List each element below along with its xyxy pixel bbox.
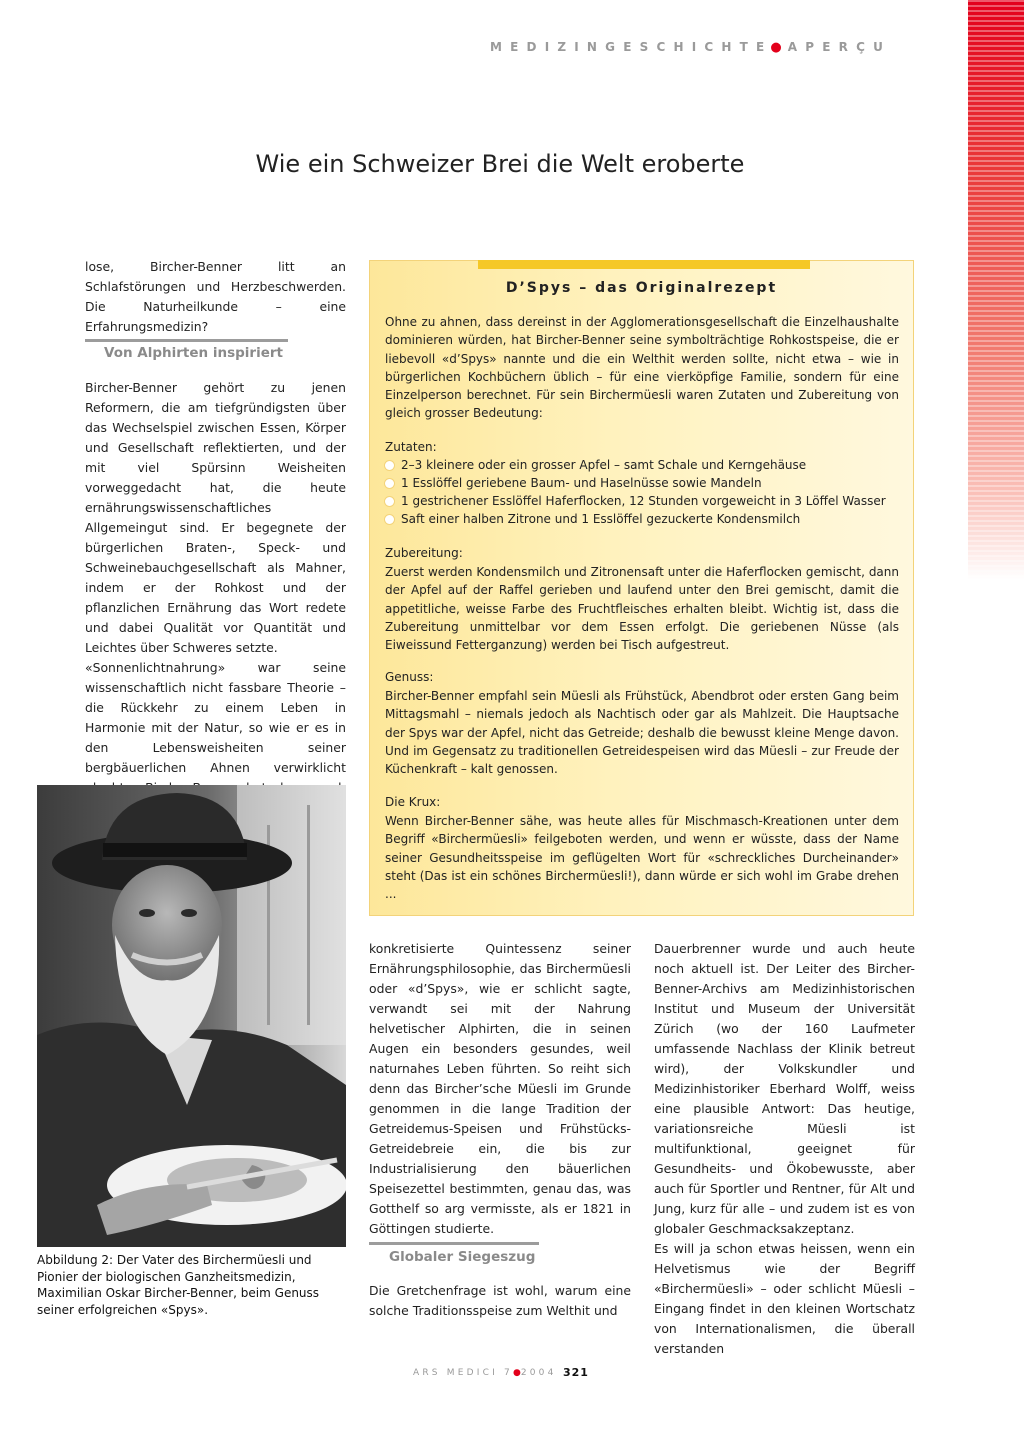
- paragraph: Die Gretchenfrage ist wohl, warum eine solche Traditionsspeise zum Welthit und: [369, 1283, 631, 1318]
- paragraph: Es will ja schon etwas heissen, wenn ein Helvetismus wie der Begriff «Birchermüesli» – oder schlicht Müesli – Eingang findet in den kleinen Wortschatz von Internationalismen, die überall verstanden: [654, 1241, 915, 1356]
- subhead-alphirten: Von Alphirten inspiriert: [104, 345, 283, 361]
- ingredient-item: Saft einer halben Zitrone und 1 Esslöffel gezuckerte Kondensmilch: [385, 512, 800, 526]
- krux-text: Wenn Bircher-Benner sähe, was heute alles für Mischmasch-Kreationen unter dem Begriff «Birchermüesli» feilgeboten werden, und wenn er wüsste, dass der Name seiner Gesundheitsspeise im geflügelten Wort für «schreckliches Durcheinander» steht (Das ist ein schönes Birchermüesli!), dann würde er sich wohl im Grabe drehen ...: [385, 814, 899, 902]
- zubereitung-label: Zubereitung:: [385, 546, 463, 560]
- paragraph: «Sonnenlichtnahrung» war seine wissenschaftlich nicht fassbare Theorie – die Rückkehr zu einem Leben in Harmonie mit der Natur, so wie er es in den Lebensweisheiten seiner bergbäuerlichen Ahnen verwirklicht: [85, 660, 346, 775]
- footer-year: 2004: [520, 1368, 557, 1378]
- ingredient-item: 1 gestrichener Esslöffel Haferflocken, 12 Stunden vorgeweicht in 3 Löffel Wasser: [385, 494, 886, 508]
- photo-caption: Abbildung 2: Der Vater des Birchermüesli und Pionier der biologischen Ganzheitsmedizin, Maximilian Oskar Bircher-Benner, beim Genuss seiner erfolgreichen «Spys».: [37, 1253, 320, 1317]
- portrait-photo: [37, 785, 346, 1247]
- genuss-label: Genuss:: [385, 670, 434, 684]
- subhead-rule: [85, 339, 288, 342]
- bullet-icon: [385, 515, 394, 524]
- footer-journal: ARS MEDICI 7: [413, 1368, 513, 1378]
- column-1: [85, 257, 346, 337]
- zubereitung-text: Zuerst werden Kondensmilch und Zitronensaft unter die Haferflocken gemischt, dann der Apfel auf der Raffel gerieben und laufend unter den Brei gemischt, damit die appetitliche, weisse Farbe des Fruchtfleisches erhalten bleibt. Wichtig ist, dass die Zubereitung unmittelbar vor dem Essen erfolgt. Die geriebenen Nüsse (als Eiweissund Fetterganzung) werden bei Tisch aufgestreut.: [385, 565, 899, 653]
- paragraph: konkretisierte Quintessenz seiner Ernährungsphilosophie, das Birchermüesli oder «d’Spys», wie er schlicht sagte, verwandt sei mit der Nahrung helvetischer Alphirten, die in seinen Augen ein besonders gesundes, weil naturnahes Leben führten. So reiht sich denn das Bircher’sche Müesli im Grunde genommen in die lange Tradition der Getreidemus-Speisen und Frühstücks-Getreidebreie ein, die bis zur Industrialisierung den bäuerlichen Speisezettel bestimmten, genau das, was Gotthelf so arg vermisste, als er 1821 in Göttingen studierte.: [369, 941, 631, 1236]
- column-1-body: [85, 378, 346, 818]
- recipe-title: D’Spys – das Originalrezept: [505, 280, 778, 296]
- bullet-icon: [385, 461, 394, 470]
- genuss-text: Bircher-Benner empfahl sein Müesli als Frühstück, Abendbrot oder ersten Gang beim Mittagsmahl – niemals jedoch als Nachtisch oder gar als Mahlzeit. Die Hauptsache der Spys war der Apfel, nicht das Getreide; deshalb die bewusst kleine Menge davon. Und im Gegensatz zu traditionellen Getreidespeisen wird das Müesli – zur Freude der Küchenkraft – kalt genossen.: [385, 689, 899, 777]
- bullet-icon: [385, 479, 394, 488]
- edge-color-stripe: [968, 0, 1024, 580]
- article-title: Wie ein Schweizer Brei die Welt eroberte: [255, 150, 745, 178]
- intro-paragraph: lose, Bircher-Benner litt an Schlafstörungen und Herzbeschwerden. Die Naturheilkunde – eine Erfahrungsmedizin?: [85, 259, 346, 334]
- paragraph: Bircher-Benner gehört zu jenen Reformern, die am tiefgründigsten über das Wechselspiel zwischen Essen, Körper und Gesellschaft reflektierten, und der mit viel Spürsinn Weisheiten vorweggedacht hat, die heute ernährungswissenschaftliches Allgemeingut sind. Er begegnete der bürgerlichen Braten-, Speck- und Schweinebauchgesellschaft als Mahner, indem er der Rohkost und der pflanzlichen Ernährung das Wort redete und dabei Qualität vor Quantität und Leichtes über Schweres setzte.: [85, 380, 346, 655]
- ingredient-item: 1 Esslöffel geriebene Baum- und Haselnüsse sowie Mandeln: [385, 476, 762, 490]
- page-number: 321: [563, 1366, 589, 1379]
- header-subsection: APERÇU: [787, 40, 892, 54]
- subhead-siegeszug: Globaler Siegeszug: [389, 1249, 536, 1265]
- subhead-rule: [369, 1242, 539, 1245]
- bullet-icon: [385, 497, 394, 506]
- page-footer: [413, 1368, 557, 1378]
- column-2: [369, 939, 631, 1239]
- paragraph: Dauerbrenner wurde und auch heute noch aktuell ist. Der Leiter des Bircher-Benner-Archivs am Medizinhistorischen Institut und Museum der Universität Zürich (wo der 160 Laufmeter umfassende Nachlass der Klinik betreut wird), der Volkskundler und Medizinhistoriker Eberhard Wolff, weiss eine plausible Antwort: Das heutige, variationsreiche Müesli ist multifunktional, geeignet für Gesundheits- und Ökobewusste, aber auch für Sportler und Rentner, für Alt und Jung, kurz für alle – und zudem ist es von globaler Geschmacksakzeptanz.: [654, 941, 915, 1236]
- column-2-continued: [369, 1281, 631, 1321]
- ingredient-item: 2–3 kleinere oder ein grosser Apfel – samt Schale und Kerngehäuse: [385, 458, 806, 472]
- column-3: [654, 939, 915, 1359]
- footer-dot-icon: ●: [512, 1368, 521, 1378]
- recipe-box-tab: [478, 260, 810, 269]
- zutaten-label: Zutaten:: [385, 440, 437, 454]
- header-section: MEDIZINGESCHICHTE: [490, 40, 773, 54]
- running-header: [490, 40, 891, 55]
- header-dot-icon: ●: [770, 40, 782, 55]
- recipe-intro: Ohne zu ahnen, dass dereinst in der Agglomerationsgesellschaft die Einzelhaushalte dominieren würden, hat Bircher-Benner seine symbolträchtige Rohkostspeise, die er liebevoll «d’Spys» nannte und die ein Welthit werden sollte, nicht etwa – wie in bürgerlichen Kochbüchern üblich – für eine vierköpfige Familie, sondern für eine Einzelperson berechnet. Für sein Birchermüesli waren Zutaten und Zubereitung von gleich grosser Bedeutung:: [385, 315, 899, 421]
- krux-label: Die Krux:: [385, 795, 441, 809]
